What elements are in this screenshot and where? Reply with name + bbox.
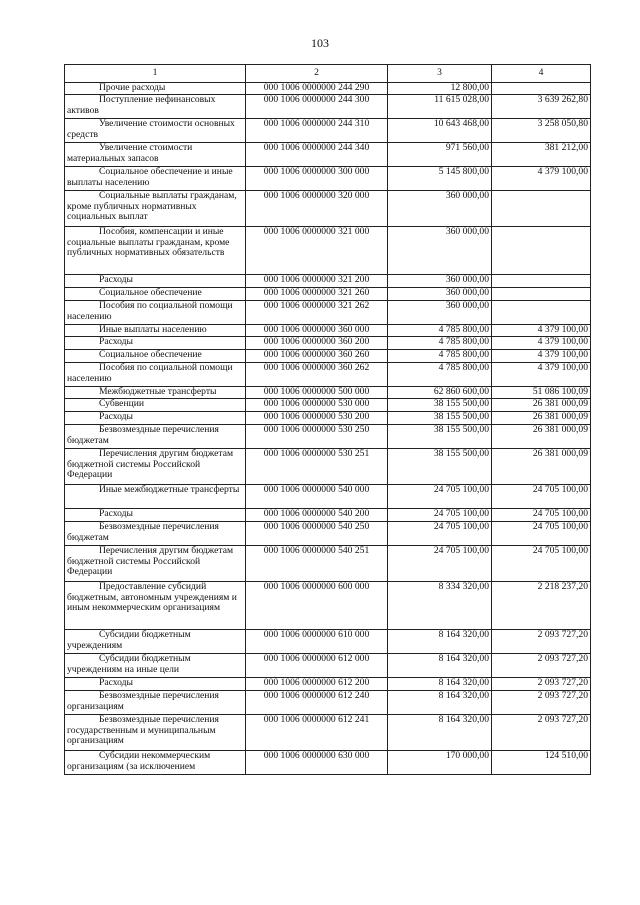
row-name-cell: Социальное обеспечение <box>65 350 246 363</box>
table-row <box>65 119 591 143</box>
row-code-cell: 000 1006 0000000 530 250 <box>246 425 388 449</box>
table-row <box>65 399 591 412</box>
row-value-col4: 3 639 262,80 <box>492 95 591 119</box>
row-code-cell: 000 1006 0000000 244 340 <box>246 143 388 167</box>
row-code-cell: 000 1006 0000000 500 000 <box>246 387 388 399</box>
row-name-cell: Расходы <box>65 509 246 522</box>
row-name-cell: Расходы <box>65 337 246 350</box>
row-value-col4: 2 093 727,20 <box>492 654 591 678</box>
row-name-cell: Субсидии бюджетным учреждениям на иные цели <box>65 654 246 678</box>
table-row <box>65 301 591 325</box>
row-name-cell: Иные выплаты населению <box>65 325 246 337</box>
row-value-col4 <box>492 301 591 325</box>
table-row <box>65 143 591 167</box>
table-row <box>65 275 591 288</box>
row-name-cell: Прочие расходы <box>65 83 246 95</box>
row-value-col3: 8 164 320,00 <box>388 691 492 715</box>
row-code-cell: 000 1006 0000000 612 241 <box>246 715 388 751</box>
column-header-3: 3 <box>388 65 492 83</box>
row-name-cell: Субвенции <box>65 399 246 412</box>
row-code-cell: 000 1006 0000000 540 200 <box>246 509 388 522</box>
table-row <box>65 678 591 691</box>
table-row <box>65 485 591 509</box>
row-value-col3: 360 000,00 <box>388 288 492 301</box>
row-value-col4: 2 093 727,20 <box>492 691 591 715</box>
row-code-cell: 000 1006 0000000 540 251 <box>246 546 388 582</box>
table-row <box>65 582 591 630</box>
row-code-cell: 000 1006 0000000 530 251 <box>246 449 388 485</box>
table-row <box>65 630 591 654</box>
row-value-col3: 4 785 800,00 <box>388 337 492 350</box>
column-header-4: 4 <box>492 65 591 83</box>
row-value-col4 <box>492 275 591 288</box>
row-name-cell: Субсидии некоммерческим организациям (за исключением <box>65 751 246 775</box>
row-code-cell: 000 1006 0000000 244 310 <box>246 119 388 143</box>
row-value-col3: 8 164 320,00 <box>388 678 492 691</box>
row-value-col4: 2 218 237,20 <box>492 582 591 630</box>
row-value-col4: 24 705 100,00 <box>492 546 591 582</box>
row-name-cell: Социальное обеспечение <box>65 288 246 301</box>
row-code-cell: 000 1006 0000000 300 000 <box>246 167 388 191</box>
row-value-col3: 360 000,00 <box>388 227 492 275</box>
table-row <box>65 751 591 775</box>
row-value-col3: 4 785 800,00 <box>388 363 492 387</box>
row-code-cell: 000 1006 0000000 321 260 <box>246 288 388 301</box>
row-code-cell: 000 1006 0000000 540 250 <box>246 522 388 546</box>
budget-table <box>64 64 591 775</box>
row-value-col3: 4 785 800,00 <box>388 350 492 363</box>
row-name-cell: Социальные выплаты гражданам, кроме публичных нормативных социальных выплат <box>65 191 246 227</box>
row-value-col4 <box>492 83 591 95</box>
row-value-col4: 381 212,00 <box>492 143 591 167</box>
table-row <box>65 167 591 191</box>
row-code-cell: 000 1006 0000000 612 240 <box>246 691 388 715</box>
row-code-cell: 000 1006 0000000 610 000 <box>246 630 388 654</box>
row-value-col3: 11 615 028,00 <box>388 95 492 119</box>
row-name-cell: Расходы <box>65 412 246 425</box>
row-code-cell: 000 1006 0000000 360 262 <box>246 363 388 387</box>
row-value-col3: 971 560,00 <box>388 143 492 167</box>
row-name-cell: Субсидии бюджетным учреждениям <box>65 630 246 654</box>
row-name-cell: Расходы <box>65 275 246 288</box>
row-value-col3: 24 705 100,00 <box>388 546 492 582</box>
row-value-col4: 3 258 050,80 <box>492 119 591 143</box>
page-number: 103 <box>311 36 329 50</box>
row-code-cell: 000 1006 0000000 320 000 <box>246 191 388 227</box>
row-value-col4: 24 705 100,00 <box>492 485 591 509</box>
row-value-col4 <box>492 288 591 301</box>
row-code-cell: 000 1006 0000000 612 200 <box>246 678 388 691</box>
table-row <box>65 654 591 678</box>
row-name-cell: Безвозмездные перечисления бюджетам <box>65 522 246 546</box>
row-name-cell: Пособия по социальной помощи населению <box>65 301 246 325</box>
row-value-col3: 8 164 320,00 <box>388 715 492 751</box>
row-value-col4 <box>492 227 591 275</box>
row-code-cell: 000 1006 0000000 612 000 <box>246 654 388 678</box>
row-value-col3: 24 705 100,00 <box>388 509 492 522</box>
row-name-cell: Социальное обеспечение и иные выплаты населению <box>65 167 246 191</box>
row-name-cell: Межбюджетные трансферты <box>65 387 246 399</box>
table-row <box>65 83 591 95</box>
table-row <box>65 387 591 399</box>
row-name-cell: Перечисления другим бюджетам бюджетной системы Российской Федерации <box>65 546 246 582</box>
row-value-col3: 62 860 600,00 <box>388 387 492 399</box>
row-value-col3: 5 145 800,00 <box>388 167 492 191</box>
row-value-col3: 360 000,00 <box>388 275 492 288</box>
row-value-col4: 2 093 727,20 <box>492 630 591 654</box>
row-value-col3: 360 000,00 <box>388 301 492 325</box>
row-value-col3: 38 155 500,00 <box>388 412 492 425</box>
row-code-cell: 000 1006 0000000 244 290 <box>246 83 388 95</box>
table-header-row <box>65 65 591 83</box>
row-name-cell: Безвозмездные перечисления государственным и муниципальным организациям <box>65 715 246 751</box>
row-value-col4: 2 093 727,20 <box>492 715 591 751</box>
row-name-cell: Увеличение стоимости основных средств <box>65 119 246 143</box>
row-code-cell: 000 1006 0000000 630 000 <box>246 751 388 775</box>
row-name-cell: Безвозмездные перечисления бюджетам <box>65 425 246 449</box>
table-row <box>65 337 591 350</box>
row-value-col4: 24 705 100,00 <box>492 509 591 522</box>
row-name-cell: Безвозмездные перечисления организациям <box>65 691 246 715</box>
row-code-cell: 000 1006 0000000 530 000 <box>246 399 388 412</box>
row-value-col4: 26 381 000,09 <box>492 425 591 449</box>
row-code-cell: 000 1006 0000000 360 260 <box>246 350 388 363</box>
table-row <box>65 412 591 425</box>
row-value-col3: 8 164 320,00 <box>388 654 492 678</box>
row-code-cell: 000 1006 0000000 360 000 <box>246 325 388 337</box>
row-name-cell: Расходы <box>65 678 246 691</box>
row-value-col4: 124 510,00 <box>492 751 591 775</box>
row-value-col4: 26 381 000,09 <box>492 449 591 485</box>
row-code-cell: 000 1006 0000000 321 262 <box>246 301 388 325</box>
column-header-2: 2 <box>246 65 388 83</box>
row-value-col4 <box>492 191 591 227</box>
row-value-col3: 12 800,00 <box>388 83 492 95</box>
row-name-cell: Поступление нефинансовых активов <box>65 95 246 119</box>
table-row <box>65 227 591 275</box>
row-value-col3: 38 155 500,00 <box>388 399 492 412</box>
row-code-cell: 000 1006 0000000 321 200 <box>246 275 388 288</box>
row-value-col4: 4 379 100,00 <box>492 325 591 337</box>
row-value-col4: 51 086 100,09 <box>492 387 591 399</box>
row-name-cell: Пособия, компенсации и иные социальные выплаты гражданам, кроме публичных нормативных обязательств <box>65 227 246 275</box>
table-row <box>65 449 591 485</box>
row-name-cell: Предоставление субсидий бюджетным, автономным учреждениям и иным некоммерческим организациям <box>65 582 246 630</box>
row-code-cell: 000 1006 0000000 530 200 <box>246 412 388 425</box>
table-row <box>65 522 591 546</box>
table-row <box>65 425 591 449</box>
row-code-cell: 000 1006 0000000 540 000 <box>246 485 388 509</box>
table-row <box>65 325 591 337</box>
row-value-col4: 4 379 100,00 <box>492 350 591 363</box>
table-row <box>65 95 591 119</box>
row-value-col4: 4 379 100,00 <box>492 167 591 191</box>
row-value-col4: 24 705 100,00 <box>492 522 591 546</box>
row-value-col4: 2 093 727,20 <box>492 678 591 691</box>
row-name-cell: Увеличение стоимости материальных запасов <box>65 143 246 167</box>
row-value-col3: 24 705 100,00 <box>388 522 492 546</box>
row-name-cell: Перечисления другим бюджетам бюджетной системы Российской Федерации <box>65 449 246 485</box>
table-row <box>65 546 591 582</box>
row-code-cell: 000 1006 0000000 321 000 <box>246 227 388 275</box>
row-code-cell: 000 1006 0000000 600 000 <box>246 582 388 630</box>
row-value-col3: 24 705 100,00 <box>388 485 492 509</box>
row-value-col3: 10 643 468,00 <box>388 119 492 143</box>
table-row <box>65 363 591 387</box>
table-row <box>65 191 591 227</box>
row-value-col3: 38 155 500,00 <box>388 425 492 449</box>
row-name-cell: Иные межбюджетные трансферты <box>65 485 246 509</box>
row-code-cell: 000 1006 0000000 360 200 <box>246 337 388 350</box>
row-code-cell: 000 1006 0000000 244 300 <box>246 95 388 119</box>
table-row <box>65 350 591 363</box>
row-value-col3: 4 785 800,00 <box>388 325 492 337</box>
row-value-col4: 26 381 000,09 <box>492 412 591 425</box>
row-value-col3: 8 164 320,00 <box>388 630 492 654</box>
row-value-col3: 170 000,00 <box>388 751 492 775</box>
row-value-col4: 4 379 100,00 <box>492 363 591 387</box>
row-name-cell: Пособия по социальной помощи населению <box>65 363 246 387</box>
column-header-1: 1 <box>65 65 246 83</box>
table-row <box>65 509 591 522</box>
row-value-col4: 26 381 000,09 <box>492 399 591 412</box>
table-row <box>65 288 591 301</box>
table-row <box>65 691 591 715</box>
row-value-col3: 360 000,00 <box>388 191 492 227</box>
table-row <box>65 715 591 751</box>
row-value-col4: 4 379 100,00 <box>492 337 591 350</box>
row-value-col3: 8 334 320,00 <box>388 582 492 630</box>
row-value-col3: 38 155 500,00 <box>388 449 492 485</box>
